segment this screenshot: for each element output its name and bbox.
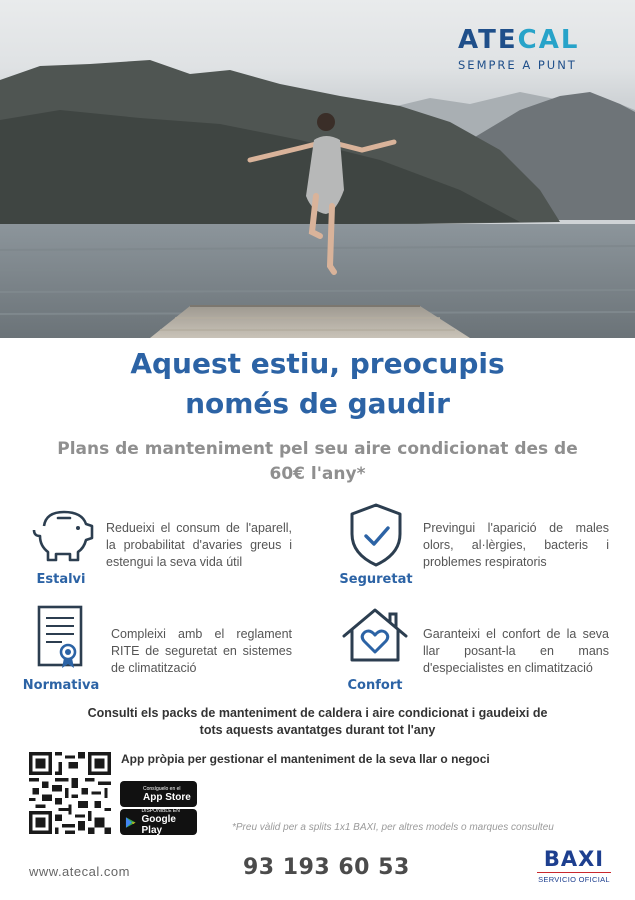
google-play-label: Google Play [141, 814, 176, 836]
headline-line-1: Aquest estiu, preocupis [130, 347, 505, 380]
price-footnote: *Preu vàlid per a splits 1x1 BAXI, per altres models o marques consulteu [232, 822, 554, 833]
logo-tagline: SEMPRE A PUNT [458, 58, 577, 72]
benefit-label-confort: Confort [347, 678, 403, 693]
google-play-small-label: DISPONIBLE EN [141, 808, 180, 814]
subheadline-line-1: Plans de manteniment pel seu aire condicionat des de [57, 439, 578, 459]
phone-number[interactable]: 93 193 60 53 [243, 855, 410, 880]
benefit-text-seguretat: Previngui l'aparició de males olors, al·lèrgies, bacteris i problemes respiratoris [423, 521, 609, 569]
subheadline [30, 437, 605, 487]
benefit-label-seguretat: Seguretat [339, 572, 413, 587]
hero-photo [0, 0, 635, 338]
cta-line-2: tots aquests avantatges durant tot l'any [199, 723, 436, 737]
headline [0, 344, 635, 424]
app-title: App pròpia per gestionar el manteniment de la seva llar o negoci [121, 752, 490, 766]
qr-code[interactable] [29, 752, 111, 834]
app-store-label: App Store [143, 791, 191, 803]
atecal-logo [458, 26, 598, 72]
google-play-icon [125, 816, 137, 829]
headline-line-2: només de gaudir [185, 387, 450, 420]
piggy-bank-icon [30, 504, 100, 564]
subheadline-line-2: 60€ l'any* [269, 464, 366, 484]
baxi-divider [537, 872, 611, 873]
google-play-button[interactable] [120, 809, 197, 835]
house-heart-icon [340, 606, 410, 664]
website-link[interactable]: www.atecal.com [29, 864, 130, 879]
cta-line-1: Consulti els packs de manteniment de caldera i aire condicionat i gaudeixi de [87, 706, 548, 720]
benefit-label-estalvi: Estalvi [36, 572, 86, 587]
benefit-text-confort: Garanteixi el confort de la seva llar posant-la en mans d'especialistes en climatització [423, 627, 609, 675]
logo-wordmark: ATECAL [458, 25, 580, 55]
benefit-text-normativa: Compleixi amb el reglament RITE de seguretat en sistemes de climatització [111, 627, 292, 675]
certificate-icon [36, 604, 84, 670]
call-to-action [40, 705, 595, 739]
baxi-wordmark: BAXI [543, 847, 605, 871]
baxi-subtitle: SERVICIO OFICIAL [538, 875, 610, 884]
baxi-logo [537, 848, 611, 884]
benefit-label-normativa: Normativa [22, 678, 100, 693]
app-store-button[interactable] [120, 781, 197, 807]
benefit-text-estalvi: Redueixi el consum de l'aparell, la probabilitat d'avaries greus i estengui la seva vida útil [106, 521, 292, 569]
shield-check-icon [347, 502, 405, 568]
app-store-small-label: Consíguelo en el [143, 785, 181, 792]
